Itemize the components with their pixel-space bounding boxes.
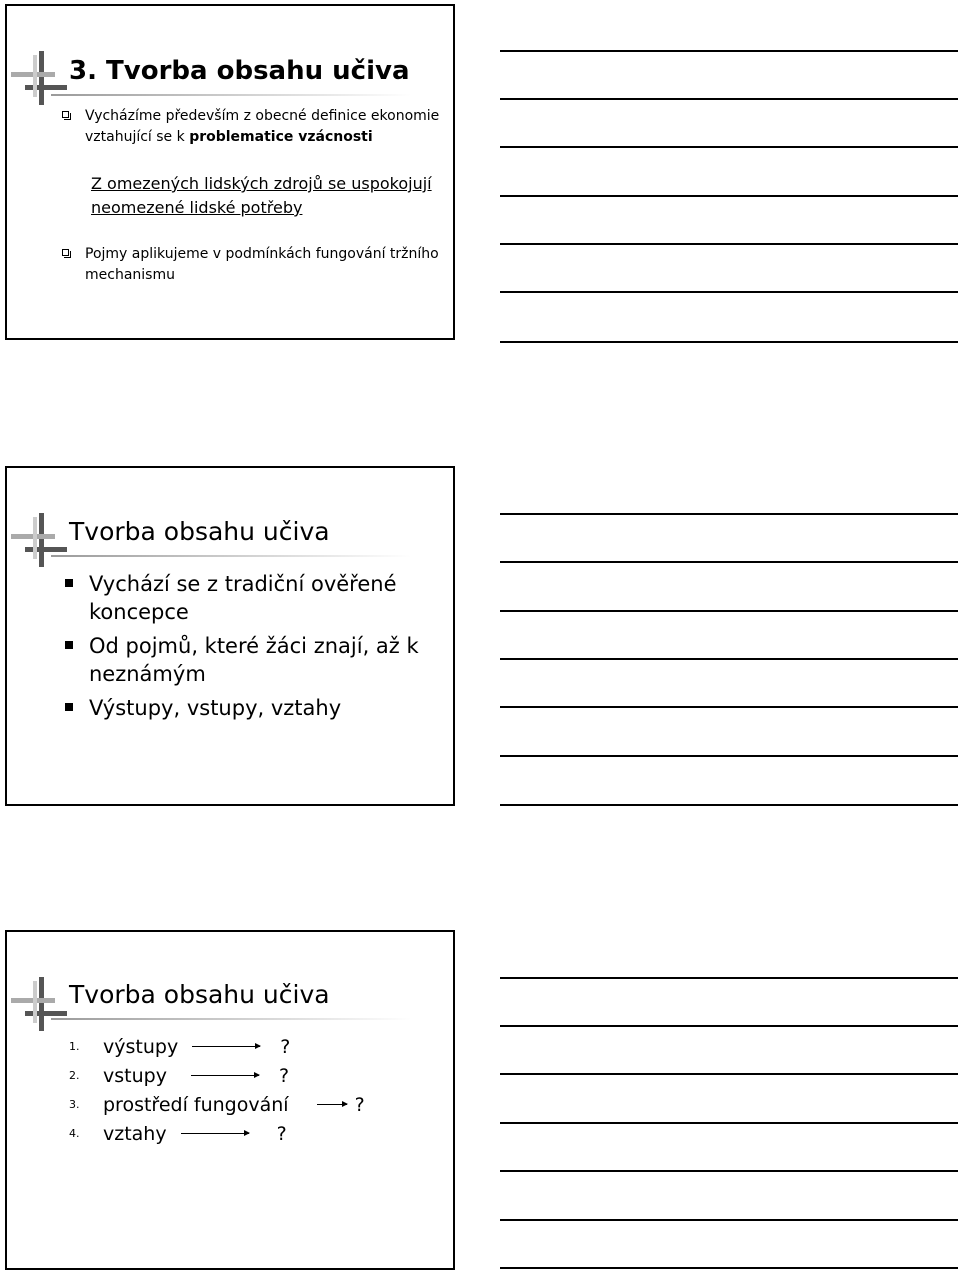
- item-number: 3.: [69, 1098, 80, 1111]
- note-line: [500, 706, 958, 708]
- cross-logo-icon: [11, 977, 71, 1037]
- bullet-1-text: Vycházíme především z obecné definice ekonomie: [85, 108, 440, 124]
- item-mark: ?: [276, 1122, 287, 1145]
- list-item: [69, 1090, 365, 1119]
- slide-2-bullets: [69, 570, 419, 728]
- cross-logo-icon: [11, 51, 71, 111]
- list-item: [69, 1061, 365, 1090]
- note-line: [500, 1219, 958, 1221]
- note-line: [500, 50, 958, 52]
- title-rule: [51, 555, 411, 557]
- title-rule: [51, 94, 411, 96]
- item-2-line1: Od pojmů, které žáci znají, až k: [89, 634, 419, 658]
- note-line: [500, 341, 958, 343]
- note-line: [500, 610, 958, 612]
- right-arrow-icon: [317, 1104, 347, 1105]
- filled-square-bullet-icon: [65, 703, 73, 711]
- slide-1-bullets-2: [69, 244, 439, 303]
- bullet-1-line2: vztahující se k: [85, 129, 190, 145]
- note-line: [500, 658, 958, 660]
- note-line: [500, 195, 958, 197]
- right-arrow-icon: [192, 1046, 260, 1047]
- bullet-2-line2: mechanismu: [85, 267, 175, 283]
- item-1-line2: koncepce: [89, 600, 189, 624]
- slide-1: [5, 4, 455, 340]
- slide-1-title: 3. Tvorba obsahu učiva: [69, 56, 410, 86]
- bullet-1: [69, 106, 439, 148]
- item-mark: ?: [354, 1093, 365, 1116]
- item-mark: ?: [280, 1035, 291, 1058]
- note-line: [500, 1170, 958, 1172]
- slide-2-title: Tvorba obsahu učiva: [69, 517, 330, 546]
- subtext-line-2: neomezené lidské potřeby: [91, 198, 303, 217]
- list-item: [69, 1119, 365, 1148]
- note-line: [500, 561, 958, 563]
- note-line: [500, 98, 958, 100]
- cross-logo-icon: [11, 513, 71, 573]
- bullet-2-line1: Pojmy aplikujeme v podmínkách fungování tržního: [85, 246, 439, 262]
- item-label: vztahy: [103, 1122, 167, 1145]
- slide-3-title: Tvorba obsahu učiva: [69, 980, 330, 1009]
- hollow-square-bullet-icon: [62, 111, 69, 118]
- subtext-line-1: Z omezených lidských zdrojů se uspokojují: [91, 174, 432, 193]
- note-line: [500, 146, 958, 148]
- note-line: [500, 513, 958, 515]
- note-line: [500, 243, 958, 245]
- bullet-1-bold: problematice vzácnosti: [189, 129, 373, 145]
- list-item: [69, 1032, 365, 1061]
- hollow-square-bullet-icon: [62, 249, 69, 256]
- note-line: [500, 1122, 958, 1124]
- bullet-item: [69, 694, 419, 722]
- item-label: prostředí fungování: [103, 1093, 289, 1116]
- subtext: [91, 172, 432, 220]
- item-label: vstupy: [103, 1064, 167, 1087]
- note-line: [500, 1073, 958, 1075]
- item-number: 4.: [69, 1127, 80, 1140]
- filled-square-bullet-icon: [65, 641, 73, 649]
- bullet-item: [69, 570, 419, 626]
- right-arrow-icon: [191, 1075, 259, 1076]
- slide-3: [5, 930, 455, 1270]
- bullet-item: [69, 632, 419, 688]
- item-number: 1.: [69, 1040, 80, 1053]
- item-number: 2.: [69, 1069, 80, 1082]
- item-2-line2: neznámým: [89, 662, 206, 686]
- bullet-2: [69, 244, 439, 286]
- slide-2: [5, 466, 455, 806]
- item-3-line1: Výstupy, vstupy, vztahy: [89, 696, 342, 720]
- slide-1-bullets: [69, 106, 439, 165]
- right-arrow-icon: [181, 1133, 249, 1134]
- item-1-line1: Vychází se z tradiční ověřené: [89, 572, 397, 596]
- note-line: [500, 755, 958, 757]
- filled-square-bullet-icon: [65, 579, 73, 587]
- note-line: [500, 977, 958, 979]
- item-label: výstupy: [103, 1035, 179, 1058]
- item-mark: ?: [278, 1064, 290, 1087]
- note-line: [500, 1267, 958, 1269]
- numbered-list: [69, 1032, 365, 1148]
- note-line: [500, 1025, 958, 1027]
- note-line: [500, 804, 958, 806]
- note-line: [500, 291, 958, 293]
- title-rule: [51, 1018, 411, 1020]
